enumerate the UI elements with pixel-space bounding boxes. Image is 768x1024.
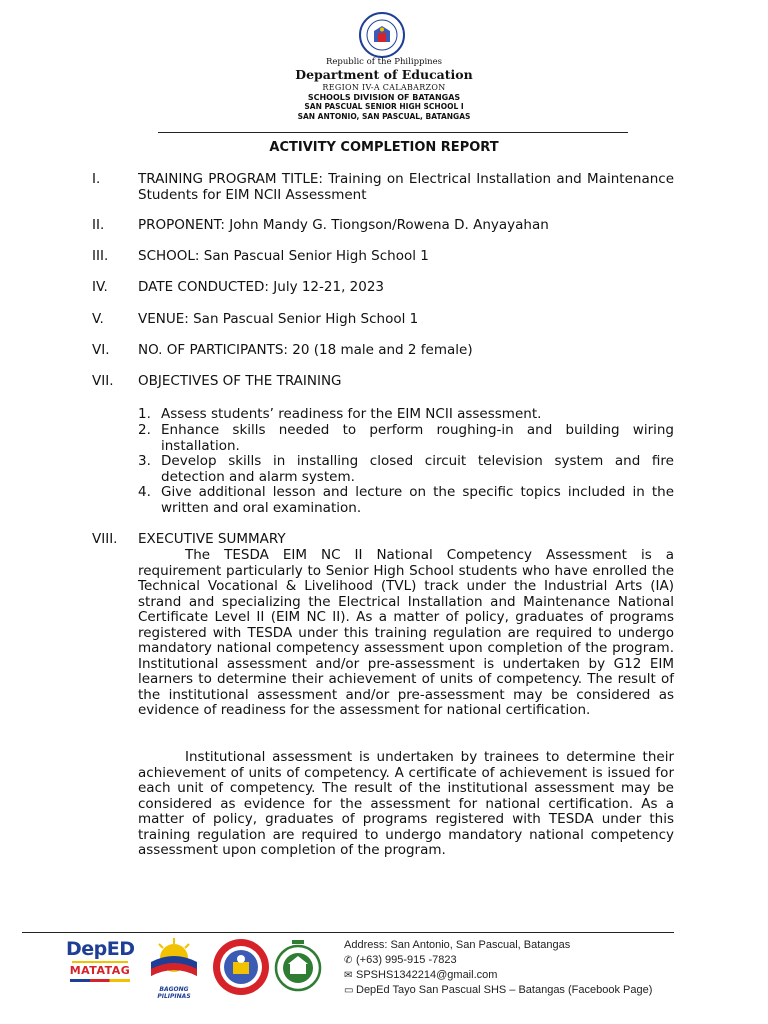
section-text: OBJECTIVES OF THE TRAINING (138, 373, 342, 389)
phone-icon: ✆ (344, 955, 353, 966)
footer-email: SPSHS1342214@gmail.com (356, 969, 498, 981)
laptop-icon: ▭ (344, 985, 354, 996)
section-text: EXECUTIVE SUMMARY (138, 531, 286, 547)
objective-number: 3. (138, 453, 151, 469)
division-seal-logo (212, 938, 270, 996)
section-number: IV. (92, 279, 108, 295)
summary-paragraph-2: Institutional assessment is undertaken by trainees to determine their achievement of units of competency. A certificate of achievement is issued for each unit of competency. The result of the institutional assessment may be considered as evidence for the assessment for national certification. As a matter of policy, graduates of programs registered with TESDA under this training regulation are required to undergo mandatory national competency assessment upon completion of the program. (138, 749, 674, 858)
objective-item (138, 407, 674, 423)
summary-paragraph-1: The TESDA EIM NC II National Competency Assessment is a requirement particularly to Senior High School students who have enrolled the Technical Vocational & Livelihood (TVL) track under the Industrial Arts (IA) strand and specializing the Electrical Installation and Maintenance National Certificate Level II (EIM NC II). As a matter of policy, graduates of programs registered with TESDA under this training regulation are required to undergo mandatory national competency assessment upon completion of the program. Institutional assessment and/or pre-assessment is undertaken by G12 EIM learners to determine their achievement of units of competency. The result of the institutional assessment and/or pre-assessment may be considered as evidence of readiness for the assessment for national certification. (138, 547, 674, 718)
school-seal-logo (274, 938, 322, 996)
footer-phone: (+63) 995-915 -7823 (356, 954, 457, 966)
objective-item (138, 485, 674, 516)
objective-item (138, 423, 674, 454)
deped-logo-text: DepED (66, 938, 135, 960)
section-text: NO. OF PARTICIPANTS: 20 (18 male and 2 female) (138, 342, 473, 358)
school-address-line: SAN ANTONIO, SAN PASCUAL, BATANGAS (297, 111, 471, 121)
section-number: VI. (92, 342, 110, 358)
bagong-pilipinas-logo (143, 936, 205, 1000)
objective-number: 1. (138, 406, 151, 422)
bagong-pilipinas-emblem (143, 936, 205, 982)
deped-seal-logo (359, 12, 405, 58)
section-text: SCHOOL: San Pascual Senior High School 1 (138, 248, 429, 264)
footer-email-row (344, 969, 497, 981)
republic-line: Republic of the Philippines (325, 57, 443, 67)
objective-number: 2. (138, 422, 151, 438)
school-line: SAN PASCUAL SENIOR HIGH SCHOOL I (304, 102, 464, 111)
footer-facebook-row (344, 984, 652, 996)
section-text: TRAINING PROGRAM TITLE: Training on Electrical Installation and Maintenance Students for EIM NCII Assessment (138, 171, 674, 203)
section-proponent (92, 218, 674, 234)
page-title: ACTIVITY COMPLETION REPORT (269, 140, 499, 155)
footer-divider (22, 932, 674, 933)
footer-phone-row (344, 954, 457, 966)
division-line: SCHOOLS DIVISION OF BATANGAS (307, 93, 461, 102)
section-executive-summary (92, 532, 674, 548)
section-text: VENUE: San Pascual Senior High School 1 (138, 311, 419, 327)
objective-text: Assess students’ readiness for the EIM NCII assessment. (161, 406, 542, 422)
section-number: II. (92, 217, 105, 233)
objective-text: Develop skills in installing closed circuit television system and fire detection and alarm system. (161, 453, 674, 485)
deped-matatag-logo (66, 938, 134, 994)
section-participants (92, 343, 674, 359)
mail-icon: ✉ (344, 970, 353, 981)
objective-item (138, 454, 674, 485)
objective-number: 4. (138, 484, 151, 500)
section-number: V. (92, 311, 104, 327)
matatag-logo-text: MATATAG (69, 964, 131, 977)
section-venue (92, 312, 674, 328)
section-number: VII. (92, 373, 114, 389)
objective-text: Give additional lesson and lecture on the specific topics included in the written and oral examination. (161, 484, 674, 516)
section-text: PROPONENT: John Mandy G. Tiongson/Rowena D. Anyayahan (138, 217, 549, 233)
section-text: DATE CONDUCTED: July 12-21, 2023 (138, 279, 385, 295)
region-line: REGION IV-A CALABARZON (322, 83, 446, 92)
footer-facebook: DepEd Tayo San Pascual SHS – Batangas (Facebook Page) (356, 984, 653, 996)
objective-text: Enhance skills needed to perform roughing-in and building wiring installation. (161, 422, 674, 454)
section-training-title (92, 172, 674, 203)
section-date (92, 280, 674, 296)
section-number: III. (92, 248, 109, 264)
bagong-pilipinas-text: BAGONG PILIPINAS (157, 986, 191, 1000)
section-school (92, 249, 674, 265)
section-number: VIII. (92, 531, 118, 547)
department-line: Department of Education (295, 67, 473, 82)
section-number: I. (92, 171, 101, 187)
section-objectives-heading (92, 374, 674, 390)
footer-address: Address: San Antonio, San Pascual, Batangas (344, 939, 571, 951)
header-divider (158, 132, 628, 133)
